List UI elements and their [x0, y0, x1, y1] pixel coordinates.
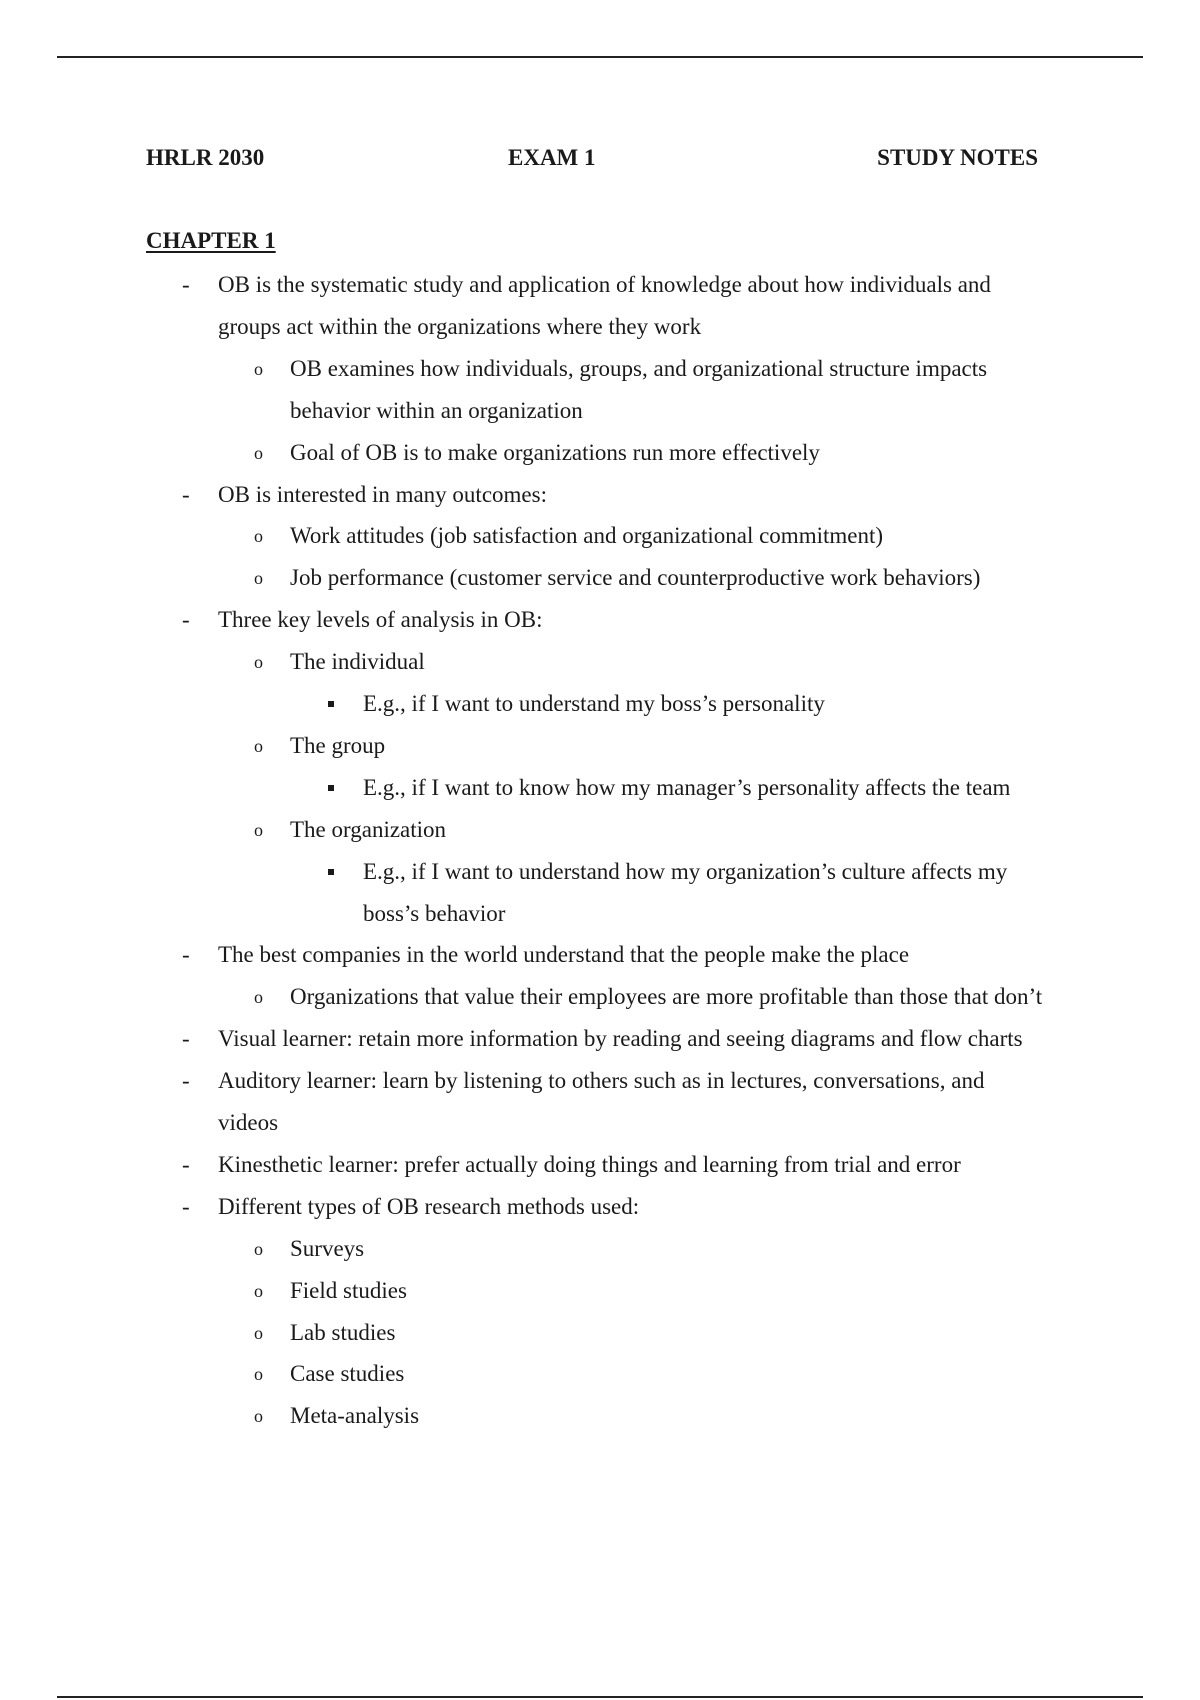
dash-bullet-icon: - — [182, 607, 190, 632]
note-line-level-3: E.g., if I want to understand my boss’s personality — [363, 691, 825, 716]
note-line-level-2: Organizations that value their employees are more profitable than those that don’t — [290, 984, 1043, 1009]
note-line-level-2: The individual — [290, 649, 425, 674]
note-line-level-2: The organization — [290, 817, 447, 842]
note-line-level-1: videos — [218, 1110, 279, 1135]
note-line-level-2: Work attitudes (job satisfaction and organizational commitment) — [290, 523, 884, 548]
circle-bullet-icon: o — [254, 820, 263, 840]
top-rule — [57, 56, 1143, 58]
note-line-level-1: Different types of OB research methods used: — [218, 1194, 640, 1219]
circle-bullet-icon: o — [254, 443, 263, 463]
note-line-level-2: behavior within an organization — [290, 398, 583, 423]
note-line-level-1: Auditory learner: learn by listening to others such as in lectures, conversations, and — [218, 1068, 985, 1093]
square-bullet-icon — [328, 701, 334, 707]
square-bullet-icon — [328, 785, 334, 791]
note-line-level-2: The group — [290, 733, 386, 758]
document-header — [146, 145, 1038, 177]
circle-bullet-icon: o — [254, 526, 263, 546]
circle-bullet-icon: o — [254, 736, 263, 756]
note-line-level-1: OB is interested in many outcomes: — [218, 482, 547, 507]
note-line-level-2: Meta-analysis — [290, 1403, 420, 1428]
note-line-level-3: E.g., if I want to understand how my organization’s culture affects my — [363, 859, 1008, 884]
dash-bullet-icon: - — [182, 272, 190, 297]
chapter-title: CHAPTER 1 — [146, 228, 276, 253]
note-line-level-1: The best companies in the world understand that the people make the place — [218, 942, 910, 967]
dash-bullet-icon: - — [182, 942, 190, 967]
note-line-level-3: E.g., if I want to know how my manager’s personality affects the team — [363, 775, 1011, 800]
circle-bullet-icon: o — [254, 359, 263, 379]
dash-bullet-icon: - — [182, 1152, 190, 1177]
circle-bullet-icon: o — [254, 1323, 263, 1343]
course-code: HRLR 2030 — [146, 145, 265, 170]
exam-label: EXAM 1 — [508, 145, 596, 170]
dash-bullet-icon: - — [182, 1194, 190, 1219]
dash-bullet-icon: - — [182, 1068, 190, 1093]
circle-bullet-icon: o — [254, 1281, 263, 1301]
note-line-level-2: OB examines how individuals, groups, and organizational structure impacts — [290, 356, 988, 381]
circle-bullet-icon: o — [254, 1239, 263, 1259]
circle-bullet-icon: o — [254, 652, 263, 672]
note-line-level-2: Goal of OB is to make organizations run more effectively — [290, 440, 820, 465]
circle-bullet-icon: o — [254, 987, 263, 1007]
note-line-level-1: groups act within the organizations where they work — [218, 314, 702, 339]
note-line-level-2: Case studies — [290, 1361, 405, 1386]
note-line-level-2: Job performance (customer service and counterproductive work behaviors) — [290, 565, 981, 590]
note-line-level-1: Kinesthetic learner: prefer actually doing things and learning from trial and error — [218, 1152, 961, 1177]
square-bullet-icon — [328, 869, 334, 875]
note-line-level-1: Three key levels of analysis in OB: — [218, 607, 543, 632]
note-line-level-2: Surveys — [290, 1236, 365, 1261]
bottom-rule — [57, 1696, 1143, 1698]
dash-bullet-icon: - — [182, 482, 190, 507]
note-line-level-1: OB is the systematic study and application of knowledge about how individuals and — [218, 272, 991, 297]
note-line-level-2: Lab studies — [290, 1320, 396, 1345]
circle-bullet-icon: o — [254, 1406, 263, 1426]
note-line-level-3: boss’s behavior — [363, 901, 506, 926]
circle-bullet-icon: o — [254, 568, 263, 588]
note-line-level-1: Visual learner: retain more information by reading and seeing diagrams and flow charts — [218, 1026, 1023, 1051]
note-line-level-2: Field studies — [290, 1278, 407, 1303]
circle-bullet-icon: o — [254, 1364, 263, 1384]
dash-bullet-icon: - — [182, 1026, 190, 1051]
notes-label: STUDY NOTES — [877, 145, 1038, 170]
